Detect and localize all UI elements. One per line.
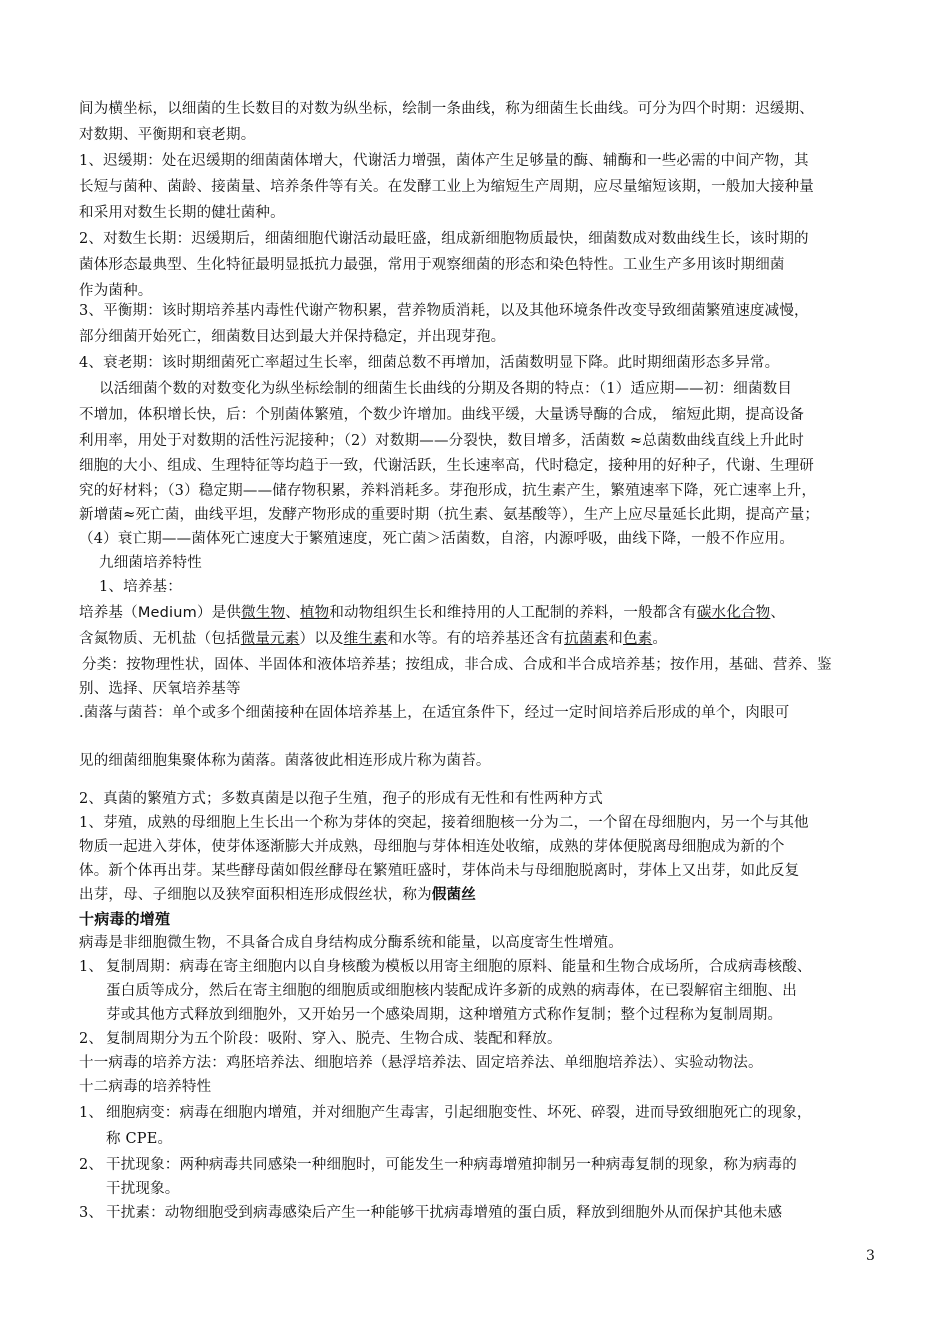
text-line: 细胞的大小、组成、生理特征等均趋于一致，代谢活跃，生长速率高，代时稳定，接种用的好种子，代谢、生理研 (79, 458, 814, 474)
section-heading: 十病毒的增殖 (79, 910, 171, 928)
text-line: 1、芽殖，成熟的母细胞上生长出一个称为芽体的突起，接着细胞核一分为二，一个留在母细胞内，另一个与其他 (79, 815, 809, 831)
page-number: 3 (866, 1248, 875, 1264)
text-line: 蛋白质等成分，然后在寄主细胞的细胞质或细胞核内装配成许多新的成熟的病毒体，在已裂解宿主细胞、出 (106, 983, 797, 999)
link-pigment[interactable]: 色素 (622, 631, 653, 647)
text-span: 、 (770, 605, 786, 621)
text-span: 含氮物质、无机盐（包括 (79, 631, 241, 647)
text-line: 对数期、平衡期和衰老期。 (79, 127, 256, 143)
list-item (79, 958, 103, 976)
text-line: 菌体形态最典型、生化特征最明显抵抗力最强，常用于观察细菌的形态和染色特性。工业生产多用该时期细菌 (79, 257, 785, 273)
link-microbe[interactable]: 微生物 (241, 605, 286, 621)
text-line: 干扰现象：两种病毒共同感染一种细胞时，可能发生一种病毒增殖抑制另一种病毒复制的现象，称为病毒的 (106, 1157, 797, 1173)
text-line: 不增加，体积增长快，后：个别菌体繁殖，个数少许增加。曲线平缓，大量诱导酶的合成， 缩短此期，提高设备 (79, 407, 805, 423)
text-line (79, 630, 667, 648)
link-carbohydrate[interactable]: 碳水化合物 (696, 605, 771, 621)
text-span: ）以及 (299, 631, 344, 647)
text-line: 干扰素：动物细胞受到病毒感染后产生一种能够干扰病毒增殖的蛋白质，释放到细胞外从而保护其他未感 (106, 1205, 783, 1221)
text-line (79, 886, 476, 904)
list-item (79, 1156, 103, 1174)
list-item (79, 1204, 103, 1222)
text-line: 十一病毒的培养方法：鸡胚培养法、细胞培养（悬浮培养法、固定培养法、单细胞培养法）、实验动物法。 (79, 1055, 763, 1071)
text-line: 作为菌种。 (79, 283, 153, 299)
text-line: 体。新个体再出芽。某些酵母菌如假丝酵母在繁殖旺盛时，芽体尚未与母细胞脱离时，芽体上又出芽，如此反复 (79, 863, 800, 879)
text-line: 别、选择、厌氧培养基等 (79, 681, 241, 697)
text-line: 以活细菌个数的对数变化为纵坐标绘制的细菌生长曲线的分期及各期的特点：（1）适应期——初：细菌数目 (99, 381, 793, 397)
section-heading: 十二病毒的培养特性 (79, 1079, 212, 1095)
text-line: 2、对数生长期：迟缓期后，细菌细胞代谢活动最旺盛，组成新细胞物质最快，细菌数成对数曲线生长，该时期的 (79, 231, 809, 247)
list-number: 2、 (79, 1157, 104, 1173)
text-line: 新增菌≈死亡菌，曲线平坦，发酵产物形成的重要时期（抗生素、氨基酸等），生产上应尽量延长此期，提高产量； (79, 507, 820, 523)
text-line: 复制周期分为五个阶段：吸附、穿入、脱壳、生物合成、装配和释放。 (106, 1031, 562, 1047)
text-line: 细胞病变：病毒在细胞内增殖，并对细胞产生毒害，引起细胞变性、坏死、碎裂，进而导致细胞死亡的现象， (106, 1105, 812, 1121)
text-line: 究的好材料；（3）稳定期——储存物积累，养料消耗多。芽孢形成，抗生素产生，繁殖速率下降，死亡速率上升， (79, 483, 817, 499)
section-heading: 九细菌培养特性 (99, 555, 202, 571)
text-span: ）是供 (197, 605, 242, 621)
link-trace-element[interactable]: 微量元素 (240, 631, 300, 647)
text-line (79, 604, 785, 622)
text-line: 和采用对数生长期的健壮菌种。 (79, 205, 285, 221)
text-line: 称 CPE。 (106, 1131, 173, 1147)
text-line: 病毒是非细胞微生物，不具备合成自身结构成分酶系统和能量，以高度寄生性增殖。 (79, 935, 623, 951)
list-item (79, 1030, 103, 1048)
text-line: 3、平衡期：该时期培养基内毒性代谢产物积累，营养物质消耗，以及其他环境条件改变导致细菌繁殖速度减慢， (79, 303, 809, 319)
text-line: 物质一起进入芽体，使芽体逐渐膨大并成熟，母细胞与芽体相连处收缩，成熟的芽体便脱离母细胞成为新的个 (79, 839, 785, 855)
text-span: 。 (652, 631, 668, 647)
text-line: 4、衰老期：该时期细菌死亡率超过生长率，细菌总数不再增加，活菌数明显下降。此时期细菌形态多异常。 (79, 355, 780, 371)
text-line: 长短与菌种、菌龄、接菌量、培养条件等有关。在发酵工业上为缩短生产周期，应尽量缩短该期，一般加大接种量 (79, 179, 814, 195)
subheading: 1、培养基： (99, 579, 182, 595)
list-item (79, 1104, 103, 1122)
list-number: 1、 (79, 1105, 104, 1121)
text-line: 见的细菌细胞集聚体称为菌落。菌落彼此相连形成片称为菌苔。 (79, 753, 491, 769)
text-line: 1、迟缓期：处在迟缓期的细菌菌体增大，代谢活力增强，菌体产生足够量的酶、辅酶和一些必需的中间产物，其 (79, 153, 809, 169)
text-line: 复制周期：病毒在寄主细胞内以自身核酸为模板以用寄主细胞的原料、能量和生物合成场所，合成病毒核酸、 (106, 959, 812, 975)
text-span: 和 (608, 631, 623, 647)
text-span: 出芽，母、子细胞以及狭窄面积相连形成假丝状，称为 (79, 887, 432, 903)
list-number: 3、 (79, 1205, 104, 1221)
text-span: 和动物组织生长和维持用的人工配制的养料，一般都含有 (329, 605, 697, 621)
link-plant[interactable]: 植物 (299, 605, 330, 621)
text-line: 芽或其他方式释放到细胞外，又开始另一个感染周期，这种增殖方式称作复制；整个过程称为复制周期。 (106, 1007, 783, 1023)
text-line: 利用率，用处于对数期的活性污泥接种；（2）对数期——分裂快，数目增多，活菌数 ≈总菌数曲线直线上升此时 (79, 433, 804, 449)
term-pseudohyphae: 假菌丝 (431, 887, 476, 903)
list-number: 2、 (79, 1031, 104, 1047)
text-span: 培养基（ (79, 605, 138, 621)
term-medium: Medium (137, 605, 197, 621)
text-line: （4）衰亡期——菌体死亡速度大于繁殖速度，死亡菌＞活菌数，自溶，内源呼吸，曲线下降，一般不作应用。 (79, 531, 795, 547)
text-line: 部分细菌开始死亡，细菌数目达到最大并保持稳定，并出现芽孢。 (79, 329, 506, 345)
text-line: 干扰现象。 (106, 1181, 180, 1197)
text-line: 间为横坐标，以细菌的生长数目的对数为纵坐标，绘制一条曲线，称为细菌生长曲线。可分为四个时期：迟缓期、 (79, 101, 814, 117)
list-number: 1、 (79, 959, 104, 975)
text-line: .菌落与菌苔：单个或多个细菌接种在固体培养基上，在适宜条件下，经过一定时间培养后形成的单个，肉眼可 (79, 705, 790, 721)
text-line: 2、真菌的繁殖方式；多数真菌是以孢子生殖，孢子的形成有无性和有性两种方式 (79, 791, 603, 807)
link-antibiotic[interactable]: 抗菌素 (564, 631, 609, 647)
text-span: 和水等。有的培养基还含有 (387, 631, 565, 647)
text-line: 分类：按物理性状，固体、半固体和液体培养基；按组成，非合成、合成和半合成培养基；按作用，基础、营养、鉴 (82, 657, 832, 673)
link-vitamin[interactable]: 维生素 (343, 631, 388, 647)
text-span: 、 (285, 605, 300, 621)
